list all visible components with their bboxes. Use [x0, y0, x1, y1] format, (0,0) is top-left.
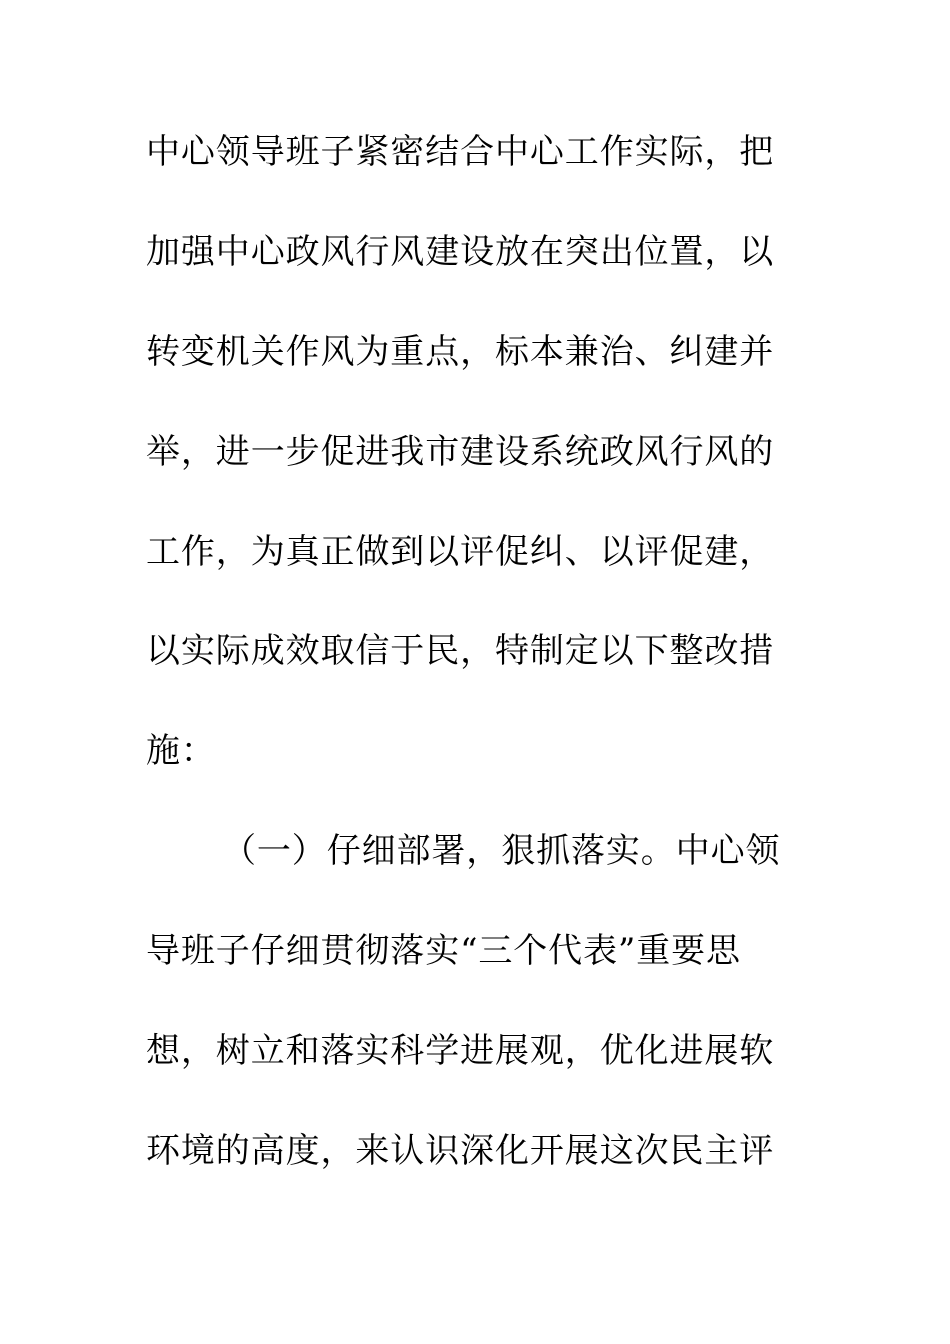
paragraph-first-line: （一）仔细部署，狠抓落实。中心领	[222, 831, 781, 871]
text-line: 工作，为真正做到以评促纠、以评促建，	[146, 532, 775, 572]
text-line: 施：	[146, 731, 216, 771]
text-line: 中心领导班子紧密结合中心工作实际，把	[146, 132, 775, 172]
text-line: 举，进一步促进我市建设系统政风行风的	[146, 432, 775, 472]
text-line: 环境的高度，来认识深化开展这次民主评	[146, 1131, 775, 1171]
text-line: 加强中心政风行风建设放在突出位置，以	[146, 232, 775, 272]
text-line: 导班子仔细贯彻落实“三个代表”重要思	[146, 931, 741, 971]
text-line: 转变机关作风为重点，标本兼治、纠建并	[146, 332, 775, 372]
text-line: 以实际成效取信于民，特制定以下整改措	[146, 631, 775, 671]
text-line: 想，树立和落实科学进展观，优化进展软	[146, 1031, 775, 1071]
